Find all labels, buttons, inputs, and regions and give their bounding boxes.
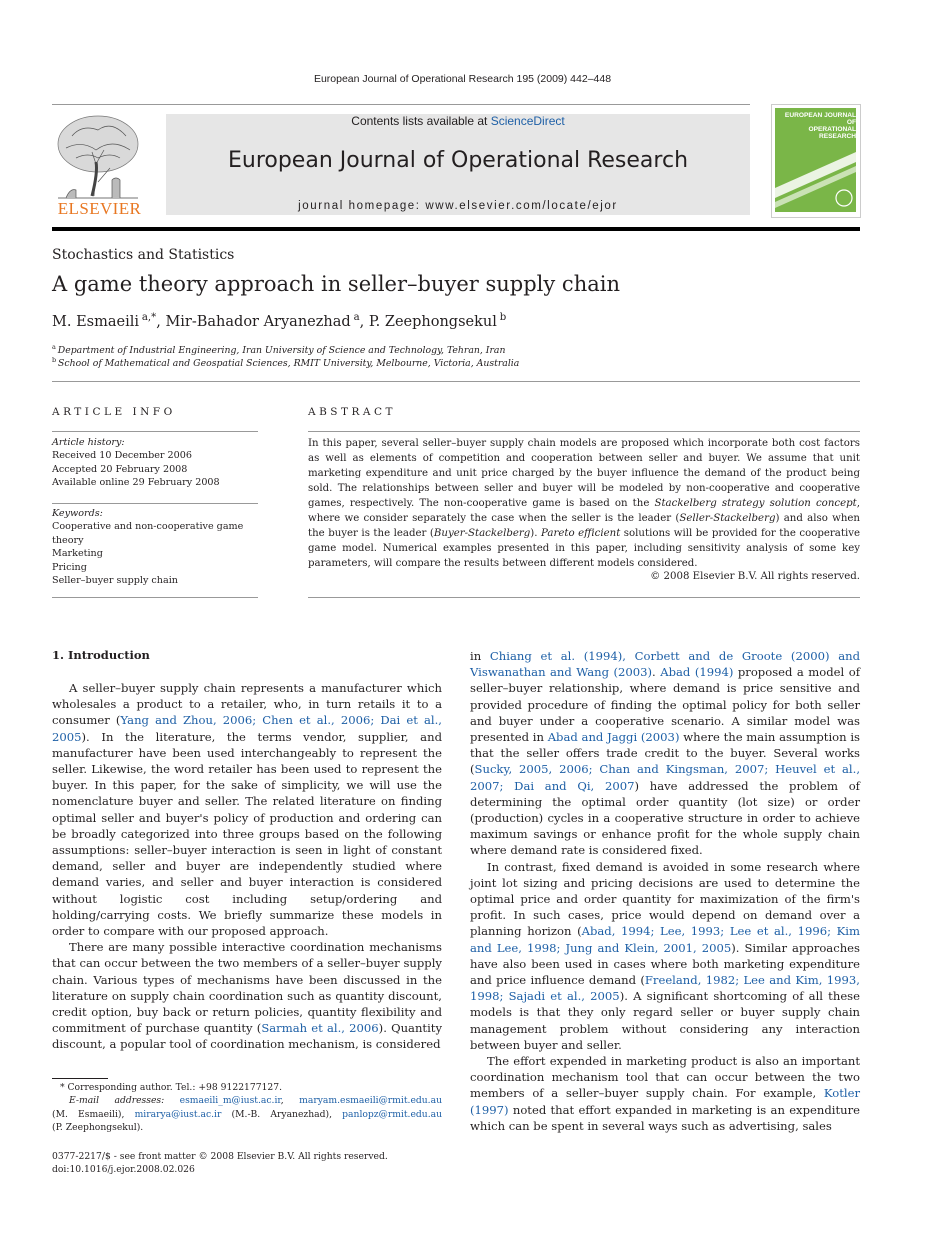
elsevier-wordmark: ELSEVIER	[57, 199, 142, 218]
paragraph: in Chiang et al. (1994), Corbett and de Groote (2000) and Viswanathan and Wang (2003). Abad (1994) proposed a model of seller–buyer relationship, where demand is price sensitive and provided procedure of finding the optimal policy for both seller and buyer under a cooperative scenario. A similar model was presented in Abad and Jaggi (2003) where the main assumption is that the seller offers trade credit to the buyer. Several works (Sucky, 2005, 2006; Chan and Kingsman, 2007; Heuvel et al., 2007; Dai and Qi, 2007) have addressed the problem of determining the optimal order quantity (lot size) or order (production) cycles in a cooperative structure in order to achieve maximum savings or enhance profit for the whole supply chain where demand rate is considered fixed.	[470, 649, 861, 858]
doi-line[interactable]: doi:10.1016/j.ejor.2008.02.026	[52, 1164, 195, 1176]
history-entry: Accepted 20 February 2008	[52, 463, 188, 475]
email-line: (P. Zeephongsekul).	[52, 1121, 144, 1133]
history-entry: Available online 29 February 2008	[52, 477, 220, 489]
header-rule	[52, 104, 750, 105]
affiliation: $^a$ Department of Industrial Engineering, Iran University of Science and Technology, Tehran, Iran	[52, 343, 506, 357]
paragraph: A seller–buyer supply chain represents a manufacturer which wholesales a product to a retailer, who, in turn retails it to a consumer (Yang and Zhou, 2006; Chen et al., 2006; Dai et al., 2005). In the literature, the terms vendor, supplier, and manufacturer have been used interchangeably to represent the seller. Likewise, the word retailer has been used to represent the buyer. In this paper, for the sake of simplicity, we will use the nomenclature buyer and seller. The related literature on finding optimal seller and buyer's policy of production and ordering can be broadly categorized into three groups based on the following assumptions: seller–buyer interaction is seen in light of constant demand, seller and buyer are independently studied where demand varies, and seller and buyer interaction is considered without logistic cost including setup/ordering and holding/carrying costs. We briefly summarize these models in order to compare with our proposed approach.	[52, 681, 442, 939]
abstract-heading: ABSTRACT	[308, 406, 397, 418]
contents-line: Contents lists available at ScienceDirect	[351, 114, 565, 128]
citation-link[interactable]: Abad and Jaggi (2003)	[547, 730, 680, 745]
abstract-text: In this paper, several seller–buyer supply chain models are proposed which incorporate both cost factors as well as elements of competition and cooperation between seller and buyer. We assume that unit marketing expenditure and unit price charged by the buyer influence the demand of the product being sold. The relationships between seller and buyer will be modeled by non-cooperative and cooperative games, respectively. The non-cooperative game is based on the Stackelberg strategy solution concept, where we consider separately the case when the seller is the leader (Seller-Stackelberg) and also when the buyer is the leader (Buyer-Stackelberg). Pareto efficient solutions will be provided for the cooperative game model. Numerical examples presented in this paper, including sensitivity analysis of some key parameters, will compare the results between different models considered.	[308, 438, 861, 569]
masthead-thick-rule	[52, 227, 860, 231]
citation-link[interactable]: Kotler (1997)	[470, 1086, 860, 1117]
cover-title: EUROPEAN JOURNAL OF OPERATIONAL RESEARCH	[784, 112, 856, 140]
keyword: Pricing	[52, 561, 87, 573]
journal-homepage[interactable]: journal homepage: www.elsevier.com/locate/ejor	[298, 200, 618, 212]
paragraph: The effort expended in marketing product is also an important coordination mechanism tool that can occur between the two members of a seller–buyer supply chain. For example, Kotler (1997) noted that effort expanded in marketing is an expenditure which can be spent in several ways such as advertising, sales	[470, 1054, 860, 1133]
abstract-copyright: © 2008 Elsevier B.V. All rights reserved.	[650, 571, 860, 582]
citation-link[interactable]: Abad, 1994; Lee, 1993; Lee et al., 1996; Kim and Lee, 1998; Jung and Klein, 2001, 2005	[470, 924, 861, 955]
footnote-rule	[52, 1078, 108, 1079]
citation-link[interactable]: Chiang et al. (1994), Corbett and de Groote (2000) and Viswanathan and Wang (2003)	[470, 649, 860, 680]
article-info-rule	[52, 597, 258, 598]
affiliation: $^b$ School of Mathematical and Geospatial Sciences, RMIT University, Melbourne, Victoria, Australia	[52, 356, 520, 370]
cover-stripes-icon	[775, 148, 856, 212]
email-link[interactable]: maryam.esmaeili@rmit.edu.au	[299, 1095, 442, 1107]
author-affiliation-mark: a,*	[141, 312, 157, 323]
email-link[interactable]: esmaeili_m@iust.ac.ir	[179, 1095, 281, 1107]
abstract-rule	[308, 597, 860, 598]
author-name: M. Esmaeili	[52, 313, 139, 330]
email-link[interactable]: mirarya@iust.ac.ir	[134, 1108, 222, 1120]
author-name: Mir-Bahador Aryanezhad	[165, 313, 351, 330]
footnotes	[52, 1081, 442, 1134]
running-head: European Journal of Operational Research 195 (2009) 442–448	[313, 73, 612, 85]
author-list: M. Esmaeili $^{a,*}$, Mir-Bahador Aryanezhad $^a$, P. Zeephongsekul $^b$	[52, 312, 507, 330]
article-info-heading: ARTICLE INFO	[52, 406, 176, 418]
citation-link[interactable]: Sucky, 2005, 2006; Chan and Kingsman, 2007; Heuvel et al., 2007; Dai and Qi, 2007	[470, 762, 860, 793]
section-type: Stochastics and Statistics	[52, 247, 235, 263]
keyword: theory	[52, 534, 84, 546]
citation-link[interactable]: Freeland, 1982; Lee and Kim, 1993, 1998; Sajadi et al., 2005	[470, 973, 860, 1004]
history-entry: Received 10 December 2006	[52, 450, 192, 462]
author-affiliation-mark: a	[353, 312, 360, 323]
front-matter-rule	[52, 381, 860, 382]
keyword: Seller–buyer supply chain	[52, 575, 178, 587]
keyword: Marketing	[52, 548, 103, 560]
issn-line: 0377-2217/$ - see front matter © 2008 Elsevier B.V. All rights reserved.	[52, 1151, 388, 1162]
citation-link[interactable]: Yang and Zhou, 2006; Chen et al., 2006; Dai et al., 2005	[52, 713, 442, 744]
author-affiliation-mark: b	[499, 312, 507, 323]
citation-link[interactable]: Sarmah et al., 2006	[261, 1021, 379, 1036]
corresponding-author-note: * Corresponding author. Tel.: +98 9122177127.	[60, 1082, 283, 1093]
body-column-right	[470, 648, 860, 1134]
author-name: P. Zeephongsekul	[368, 313, 497, 330]
bottom-info	[52, 1150, 452, 1177]
article-info-rule	[52, 431, 258, 432]
journal-name: European Journal of Operational Research	[227, 148, 689, 173]
citation-link[interactable]: Abad (1994)	[660, 665, 734, 680]
paragraph: There are many possible interactive coordination mechanisms that can occur between the two members of a seller–buyer supply chain. Various types of mechanisms have been discussed in the literature on supply chain coordination such as quantity discount, credit option, buy back or return policies, quantity flexibility and commitment of purchase quantity (Sarmah et al., 2006). Quantity discount, a popular tool of coordination mechanism, is considered	[52, 940, 442, 1052]
email-link[interactable]: panlopz@rmit.edu.au	[342, 1108, 443, 1120]
keywords	[52, 507, 258, 587]
keywords-label: Keywords:	[52, 508, 103, 519]
sciencedirect-link[interactable]: ScienceDirect	[490, 114, 565, 128]
article-history	[52, 436, 258, 490]
paper-title: A game theory approach in seller–buyer supply chain	[52, 272, 620, 296]
article-info-rule	[52, 503, 258, 504]
abstract-rule	[308, 431, 860, 432]
email-line: E-mail addresses: esmaeili_m@iust.ac.ir, maryam.esmaeili@rmit.edu.au	[69, 1095, 442, 1107]
section-heading: 1. Introduction	[52, 648, 150, 662]
body-column-left	[52, 680, 442, 1053]
email-line: (M. Esmaeili), mirarya@iust.ac.ir (M.-B. Aryanezhad), panlopz@rmit.edu.au	[52, 1108, 443, 1120]
keyword: Cooperative and non-cooperative game	[52, 521, 244, 533]
history-label: Article history:	[52, 437, 125, 448]
paragraph: In contrast, fixed demand is avoided in some research where joint lot sizing and pricing decisions are used to determine the optimal price and order quantity for maximization of the firm's profit. In such cases, price would depend on demand over a planning horizon (Abad, 1994; Lee, 1993; Lee et al., 1996; Kim and Lee, 1998; Jung and Klein, 2001, 2005). Similar approaches have also been used in cases where both marketing expenditure and price influence demand (Freeland, 1982; Lee and Kim, 1993, 1998; Sajadi et al., 2005). A significant shortcoming of all these models is that they only regard seller or buyer supply chain management problem without considering any interaction between buyer and seller.	[470, 859, 861, 1052]
